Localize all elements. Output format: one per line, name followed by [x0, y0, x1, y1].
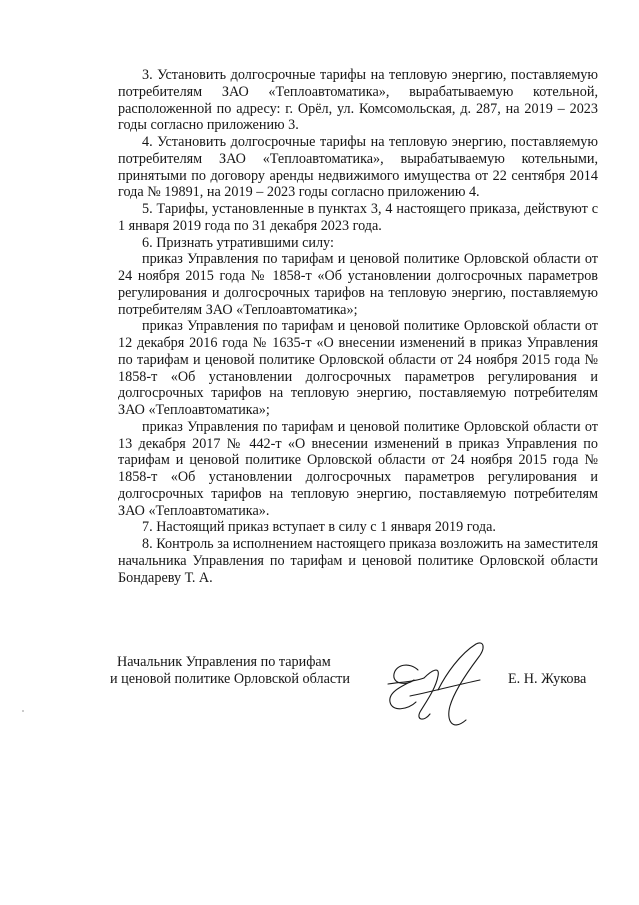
- order-body: [118, 67, 598, 586]
- item-4-paragraph: 4. Установить долгосрочные тарифы на тепловую энергию, поставляемую потребителям ЗАО «Теплоавтоматика», вырабатываемую котельными, принятыми по договору аренды недвижимого имущества от 22 сентября 2014 года № 19891, на 2019 – 2023 годы согласно приложению 4.: [118, 134, 598, 201]
- signatory-name: Е. Н. Жукова: [508, 671, 587, 687]
- repealed-order-1: приказ Управления по тарифам и ценовой политике Орловской области от 24 ноября 2015 года № 1858-т «Об установлении долгосрочных параметров регулирования и долгосрочных тарифов на тепловую энергию, поставляемую потребителям ЗАО «Теплоавтоматика»;: [118, 251, 598, 318]
- scan-speck: [22, 710, 24, 712]
- item-3-paragraph: 3. Установить долгосрочные тарифы на тепловую энергию, поставляемую потребителям ЗАО «Теплоавтоматика», вырабатываемую котельной, расположенной по адресу: г. Орёл, ул. Комсомольская, д. 287, на 2019 – 2023 годы согласно приложению 3.: [118, 67, 598, 134]
- signatory-title-line-2: и ценовой политике Орловской области: [110, 670, 350, 687]
- signature-block: [0, 640, 639, 740]
- item-5-paragraph: 5. Тарифы, установленные в пунктах 3, 4 настоящего приказа, действуют с 1 января 2019 года по 31 декабря 2023 года.: [118, 201, 598, 234]
- item-7-paragraph: 7. Настоящий приказ вступает в силу с 1 января 2019 года.: [142, 519, 496, 536]
- handwritten-signature: [380, 640, 495, 735]
- signatory-title: [110, 654, 350, 688]
- repealed-order-3: приказ Управления по тарифам и ценовой политике Орловской области от 13 декабря 2017 № 442-т «О внесении изменений в приказ Управления по тарифам и ценовой политике Орловской области от 24 ноября 2015 года № 1858-т «Об установлении долгосрочных параметров регулирования и долгосрочных тарифов на тепловую энергию, поставляемую потребителям ЗАО «Теплоавтоматика».: [118, 418, 598, 519]
- item-8-paragraph: 8. Контроль за исполнением настоящего приказа возложить на заместителя начальника Управления по тарифам и ценовой политике Орловской области Бондареву Т. А.: [118, 536, 598, 586]
- item-6-paragraph: 6. Признать утратившими силу:: [142, 234, 334, 251]
- signatory-title-line-1: Начальник Управления по тарифам: [117, 654, 331, 670]
- repealed-order-2: приказ Управления по тарифам и ценовой политике Орловской области от 12 декабря 2016 года № 1635-т «О внесении изменений в приказ Управления по тарифам и ценовой политике Орловской области от 24 ноября 2015 года № 1858-т «Об установлении долгосрочных параметров регулирования и долгосрочных тарифов на тепловую энергию, поставляемую потребителям ЗАО «Теплоавтоматика»;: [118, 318, 598, 418]
